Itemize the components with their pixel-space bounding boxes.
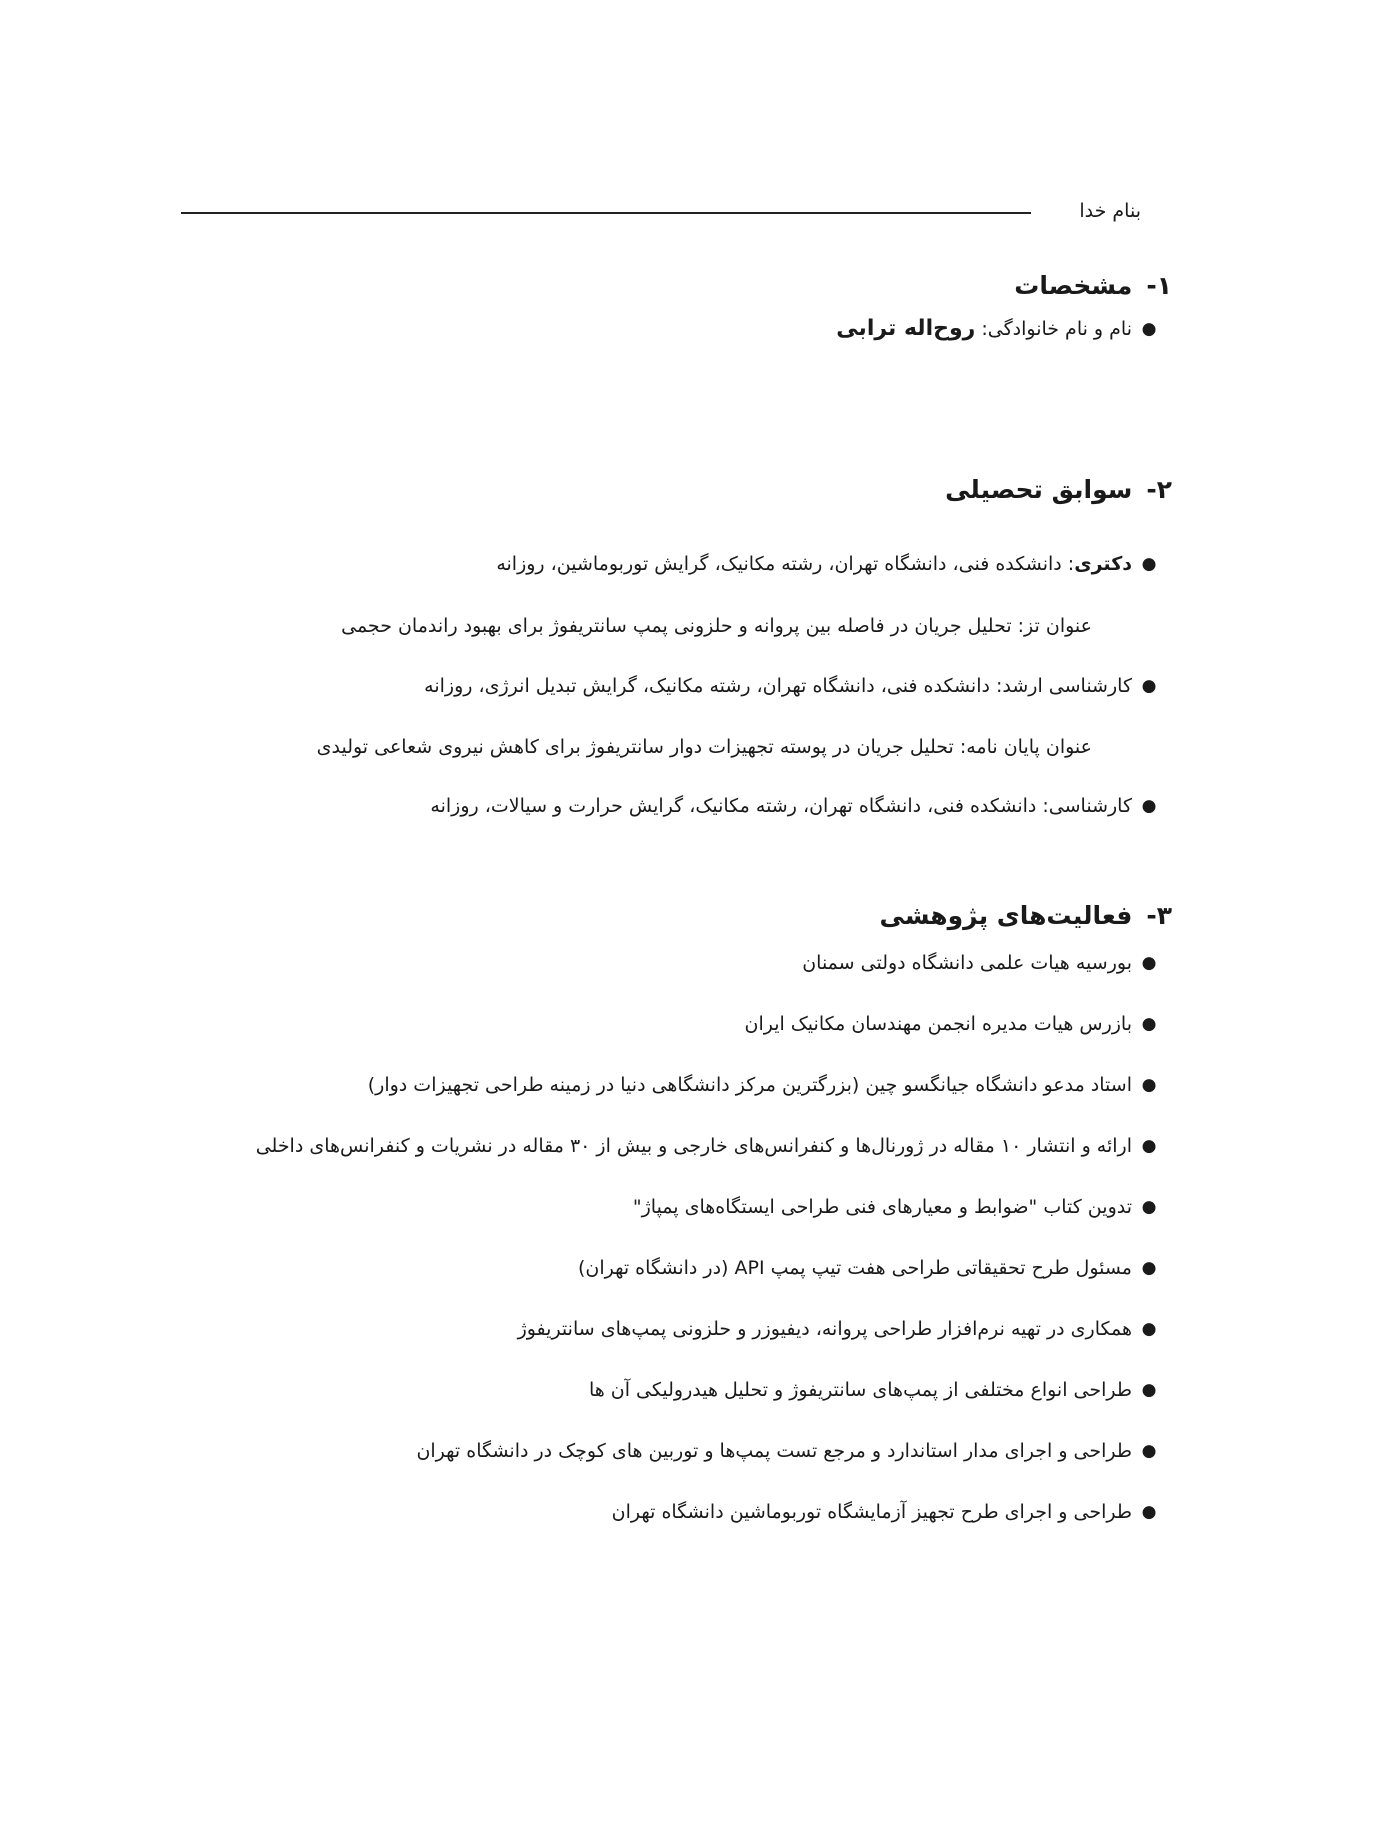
name-value: روح‌اله ترابی	[836, 316, 976, 341]
list-item	[578, 1253, 1166, 1283]
bs-detail: کارشناسی: دانشکده فنی، دانشگاه تهران، رشته مکانیک، گرایش حرارت و سیالات، روزانه	[430, 795, 1132, 817]
bullet-icon: ●	[1141, 1502, 1157, 1522]
phd-degree: دکتری	[1074, 553, 1132, 575]
list-item-text: طراحی انواع مختلفی از پمپ‌های سانتریفوژ و تحلیل هیدرولیکی آن ها	[588, 1379, 1132, 1401]
list-item	[589, 1375, 1166, 1405]
bullet-icon: ●	[1141, 1258, 1157, 1278]
section-2-number: ۲-	[1146, 475, 1172, 504]
list-item-text: استاد مدعو دانشگاه جیانگسو چین (بزرگترین مرکز دانشگاهی دنیا در زمینه طراحی تجهیزات دوار)	[367, 1074, 1132, 1096]
phd-detail: : دانشکده فنی، دانشگاه تهران، رشته مکانیک، گرایش توربوماشین، روزانه	[496, 553, 1075, 575]
list-item-text: مسئول طرح تحقیقاتی طراحی هفت تیپ پمپ API (در دانشگاه تهران)	[577, 1257, 1132, 1279]
bullet-icon: ●	[1141, 676, 1157, 696]
ms-detail: کارشناسی ارشد: دانشکده فنی، دانشگاه تهران، رشته مکانیک، گرایش تبدیل انرژی، روزانه	[424, 675, 1132, 697]
list-item-text: ارائه و انتشار ۱۰ مقاله در ژورنال‌ها و کنفرانس‌های خارجی و بیش از ۳۰ مقاله در نشریات و کنفرانس‌های داخلی	[255, 1135, 1132, 1157]
phd-item	[496, 549, 1166, 579]
section-1-heading	[1014, 268, 1172, 304]
list-item	[518, 1314, 1166, 1344]
bullet-icon: ●	[1141, 1197, 1157, 1217]
header-title: بنام خدا	[1079, 200, 1141, 222]
phd-thesis: عنوان تز: تحلیل جریان در فاصله بین پروانه و حلزونی پمپ سانتریفوژ برای بهبود راندمان حجمی	[341, 615, 1092, 637]
list-item	[368, 1070, 1166, 1100]
section-2-title: سوابق تحصیلی	[945, 475, 1133, 504]
bullet-icon: ●	[1141, 1136, 1157, 1156]
bullet-icon: ●	[1141, 554, 1157, 574]
list-item-text: بازرس هیات مدیره انجمن مهندسان مکانیک ایران	[744, 1013, 1132, 1035]
bullet-icon: ●	[1141, 1014, 1157, 1034]
list-item	[802, 948, 1166, 978]
list-item	[633, 1192, 1166, 1222]
list-item-text: طراحی و اجرای طرح تجهیز آزمایشگاه توربوماشین دانشگاه تهران	[611, 1501, 1132, 1523]
section-1-number: ۱-	[1146, 271, 1172, 300]
section-3-heading	[880, 898, 1172, 934]
list-item-text: طراحی و اجرای مدار استاندارد و مرجع تست پمپ‌ها و توربین های کوچک در دانشگاه تهران	[416, 1440, 1132, 1462]
name-item	[836, 314, 1166, 344]
list-item-text: تدوین کتاب "ضوابط و معیارهای فنی طراحی ایستگاه‌های پمپاژ"	[632, 1196, 1132, 1218]
section-3-number: ۳-	[1146, 901, 1172, 930]
ms-thesis: عنوان پایان نامه: تحلیل جریان در پوسته تجهیزات دوار سانتریفوژ برای کاهش نیروی شعاعی تولیدی	[316, 736, 1092, 758]
list-item-text: همکاری در تهیه نرم‌افزار طراحی پروانه، دیفیوزر و حلزونی پمپ‌های سانتریفوژ	[517, 1318, 1132, 1340]
bullet-icon: ●	[1141, 1380, 1157, 1400]
list-item	[416, 1436, 1166, 1466]
bullet-icon: ●	[1141, 953, 1157, 973]
bullet-icon: ●	[1141, 796, 1157, 816]
section-2-heading	[945, 472, 1172, 508]
bs-item	[430, 791, 1166, 821]
bullet-icon: ●	[1141, 319, 1157, 339]
bullet-icon: ●	[1141, 1075, 1157, 1095]
bullet-icon: ●	[1141, 1441, 1157, 1461]
list-item	[744, 1009, 1166, 1039]
ms-item	[424, 671, 1166, 701]
list-item-text: بورسیه هیات علمی دانشگاه دولتی سمنان	[802, 952, 1132, 974]
header-divider	[181, 212, 1031, 214]
list-item	[256, 1131, 1166, 1161]
list-item	[612, 1497, 1166, 1527]
section-3-title: فعالیت‌های پژوهشی	[879, 901, 1133, 930]
page-header	[181, 196, 1141, 226]
section-1-title: مشخصات	[1014, 271, 1133, 300]
name-label: نام و نام خانوادگی:	[975, 318, 1132, 340]
bullet-icon: ●	[1141, 1319, 1157, 1339]
